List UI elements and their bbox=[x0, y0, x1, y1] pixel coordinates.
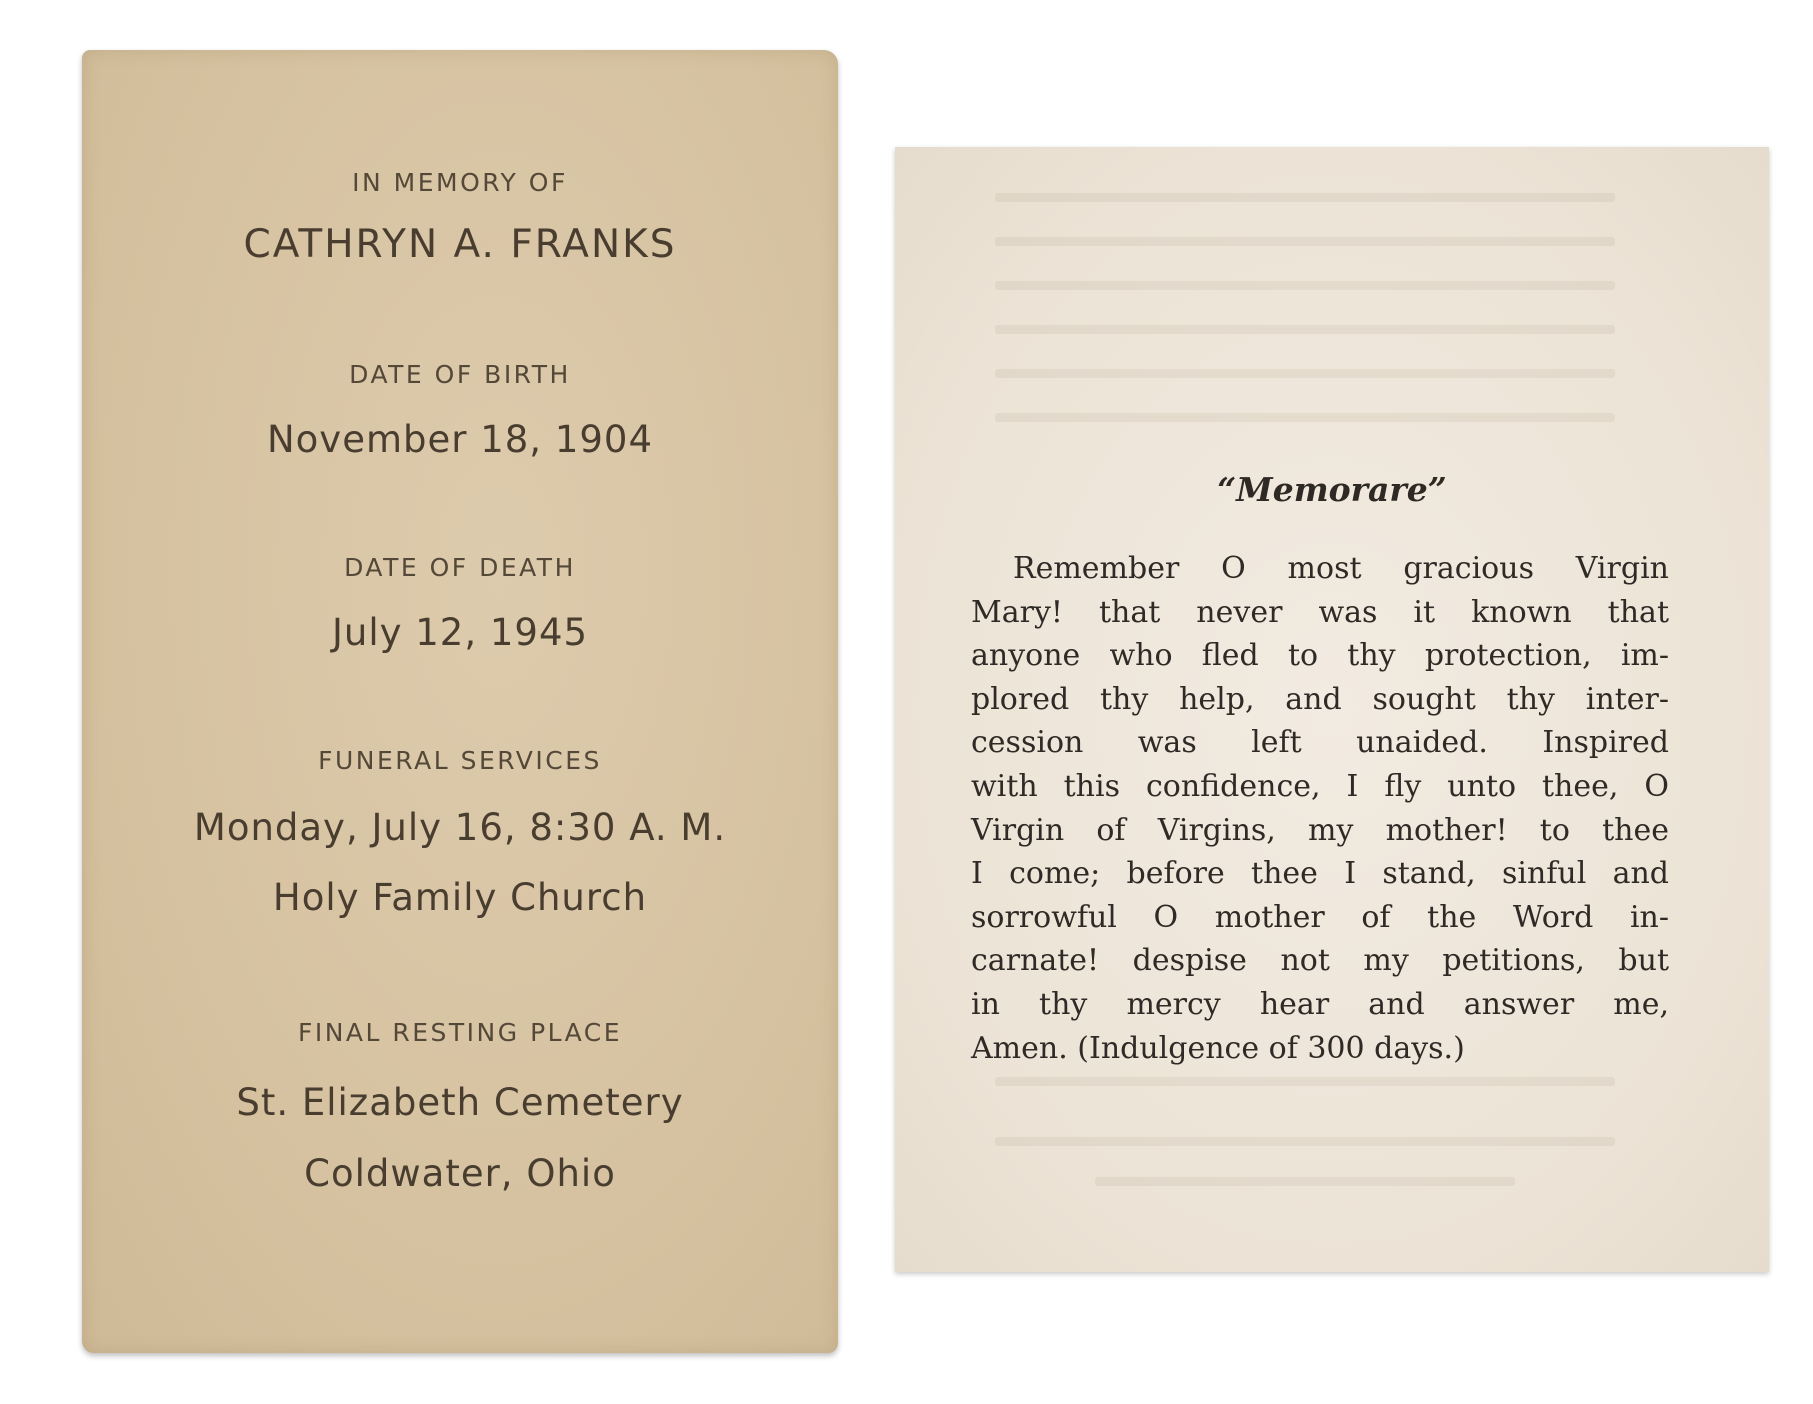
prayer-title: “Memorare” bbox=[1217, 470, 1447, 509]
show-through-mark bbox=[995, 1077, 1615, 1086]
memorial-heading: IN MEMORY OF bbox=[352, 168, 568, 197]
prayer-line: with this confidence, I fly unto thee, O bbox=[971, 768, 1669, 804]
show-through-mark bbox=[995, 1137, 1615, 1146]
birth-date: November 18, 1904 bbox=[266, 418, 653, 461]
memorial-card bbox=[82, 50, 838, 1353]
prayer-line: plored thy help, and sought thy inter- bbox=[971, 681, 1669, 717]
services-time: Monday, July 16, 8:30 A. M. bbox=[193, 806, 727, 849]
prayer-line: Remember O most gracious Virgin bbox=[1013, 551, 1669, 586]
cemetery-name: St. Elizabeth Cemetery bbox=[236, 1081, 684, 1124]
prayer-line: Amen. (Indulgence of 300 days.) bbox=[971, 1030, 1465, 1066]
prayer-line: cession was left unaided. Inspired bbox=[971, 725, 1669, 761]
show-through-mark bbox=[1095, 1177, 1515, 1186]
services-label: FUNERAL SERVICES bbox=[318, 746, 602, 775]
prayer-line: Mary! that never was it known that bbox=[971, 594, 1669, 630]
services-place: Holy Family Church bbox=[272, 876, 648, 919]
show-through-mark bbox=[995, 369, 1615, 378]
prayer-text bbox=[971, 547, 1669, 1070]
prayer-line: in thy mercy hear and answer me, bbox=[971, 986, 1669, 1022]
deceased-name: CATHRYN A. FRANKS bbox=[243, 222, 677, 267]
show-through-mark bbox=[995, 237, 1615, 246]
death-date: July 12, 1945 bbox=[331, 611, 589, 654]
show-through-mark bbox=[995, 325, 1615, 334]
prayer-card bbox=[895, 147, 1769, 1272]
resting-place-label: FINAL RESTING PLACE bbox=[297, 1018, 623, 1047]
prayer-line: anyone who fled to thy protection, im- bbox=[971, 638, 1669, 674]
prayer-line: Virgin of Virgins, my mother! to thee bbox=[971, 812, 1669, 848]
birth-label: DATE OF BIRTH bbox=[349, 360, 571, 389]
cemetery-location: Coldwater, Ohio bbox=[304, 1152, 616, 1195]
show-through-mark bbox=[995, 413, 1615, 422]
show-through-mark bbox=[995, 193, 1615, 202]
death-label: DATE OF DEATH bbox=[344, 553, 576, 582]
prayer-line: I come; before thee I stand, sinful and bbox=[971, 856, 1669, 892]
prayer-line: carnate! despise not my petitions, but bbox=[971, 943, 1669, 979]
show-through-mark bbox=[995, 281, 1615, 290]
prayer-line: sorrowful O mother of the Word in- bbox=[971, 899, 1669, 935]
